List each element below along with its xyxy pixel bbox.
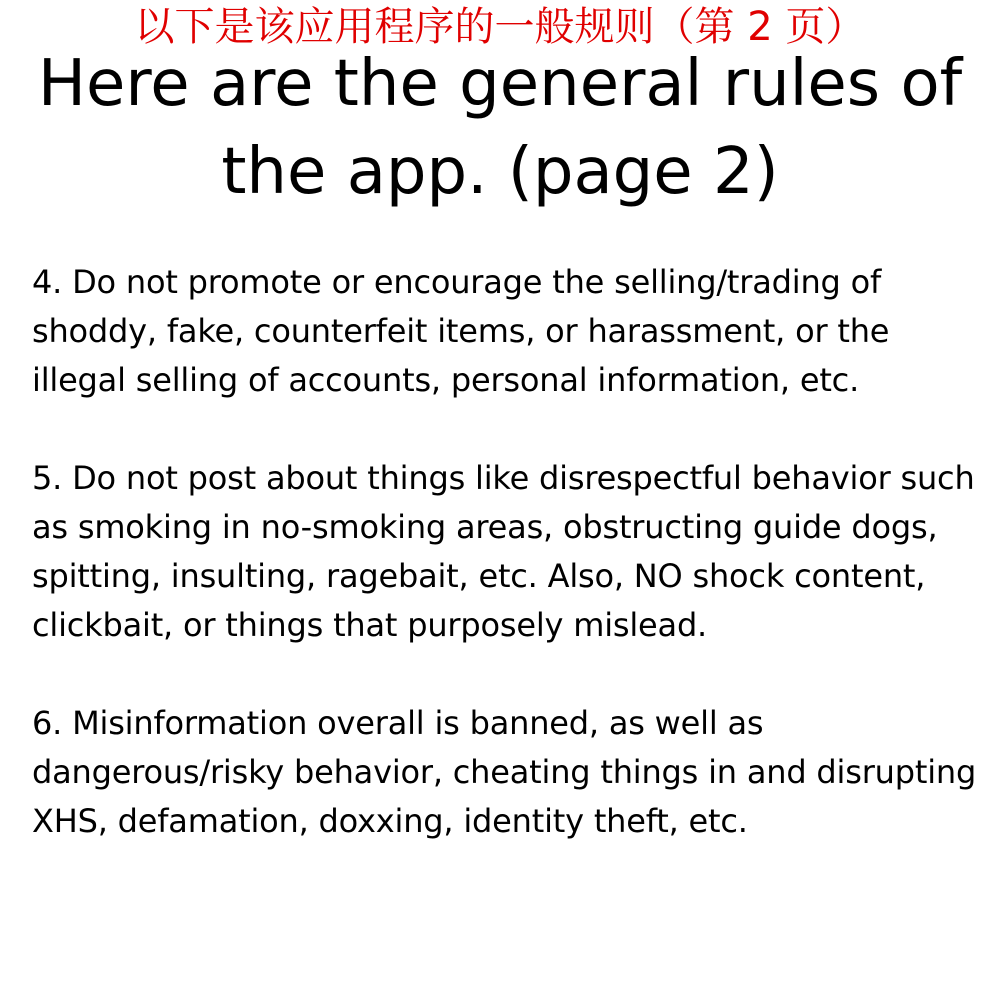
page-title: Here are the general rules of the app. (page 2) [37,47,963,209]
rules-list [32,258,982,846]
rule-5: 5. Do not post about things like disrespectful behavior such as smoking in no-smoking areas, obstructing guide dogs, spitting, insulting, ragebait, etc. Also, NO shock content, clickbait, or things that purposely mislead. [32,459,975,644]
rule-6: 6. Misinformation overall is banned, as well as dangerous/risky behavior, cheating things in and disrupting XHS, defamation, doxxing, identity theft, etc. [32,704,977,840]
rule-4: 4. Do not promote or encourage the selling/trading of shoddy, fake, counterfeit items, or harassment, or the illegal selling of accounts, personal information, etc. [32,263,890,399]
chinese-title: 以下是该应用程序的一般规则（第 2 页） [134,4,866,50]
